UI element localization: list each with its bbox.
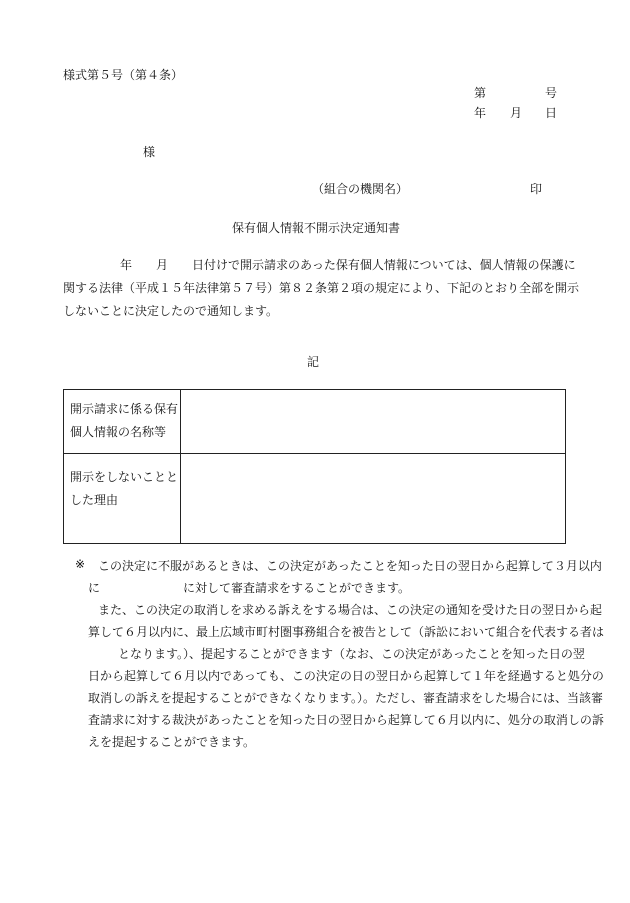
body-year: 年: [120, 258, 133, 272]
table-row-name: [64, 390, 565, 454]
note-p1-line1: この決定に不服があるときは、この決定があったことを知った日の翌日から起算して３月以内: [98, 559, 602, 573]
note-p2-line6: 査請求に対する裁決があったことを知った日の翌日から起算して６月以内に、処分の取消しの訴: [88, 713, 604, 727]
body-month: 月: [156, 258, 169, 272]
seal-mark: 印: [530, 182, 543, 196]
date-month: 月: [510, 106, 523, 120]
date-day: 日: [545, 106, 558, 120]
row1-label-line2: 個人情報の名称等: [70, 425, 167, 439]
document-title: 保有個人情報不開示決定通知書: [232, 221, 401, 235]
table-row-reason: [64, 454, 565, 543]
details-table: [63, 389, 566, 544]
row2-value[interactable]: [186, 454, 559, 543]
note-p2-line3: となります。）、提起することができます（なお、この決定があったことを知った日の翌: [118, 647, 585, 661]
doc-number-suffix: 号: [545, 86, 558, 100]
addressee-suffix: 様: [143, 145, 156, 159]
note-mark: ※: [75, 557, 86, 571]
date-year: 年: [474, 106, 487, 120]
doc-number-prefix: 第: [474, 86, 487, 100]
note-p1-line2b: に対して審査請求をすることができます。: [183, 581, 411, 595]
note-p2-line1: また、この決定の取消しを求める訴えをする場合は、この決定の通知を受けた日の翌日から起: [98, 603, 603, 617]
note-p1-line2a: に: [88, 581, 101, 595]
row2-label-line1: 開示をしないことと: [70, 470, 179, 484]
note-p2-line4: 日から起算して６月以内であっても、この決定の日の翌日から起算して１年を経過すると処分の: [88, 669, 604, 683]
row1-value[interactable]: [186, 390, 559, 453]
body-line-1: 日付けで開示請求のあった保有個人情報については、個人情報の保護に: [192, 258, 576, 272]
note-p2-line5: 取消しの訴えを提起することができなくなります。）。ただし、審査請求をした場合には、当該審: [88, 691, 604, 705]
row1-label-line1: 開示請求に係る保有: [70, 402, 179, 416]
body-line-3: しないことに決定したので通知します。: [63, 304, 279, 318]
body-line-2: 関する法律（平成１５年法律第５７号）第８２条第２項の規定により、下記のとおり全部を開示: [63, 281, 580, 295]
issuer-name: （組合の機関名）: [312, 182, 409, 196]
note-p2-line2: 算して６月以内に、最上広域市町村圏事務組合を被告として（訴訟において組合を代表する者は: [88, 625, 605, 639]
form-number: 様式第５号（第４条）: [63, 68, 184, 82]
ki-heading: 記: [307, 355, 320, 369]
row2-label-line2: した理由: [70, 493, 119, 507]
note-p2-line7: えを提起することができます。: [88, 735, 256, 749]
